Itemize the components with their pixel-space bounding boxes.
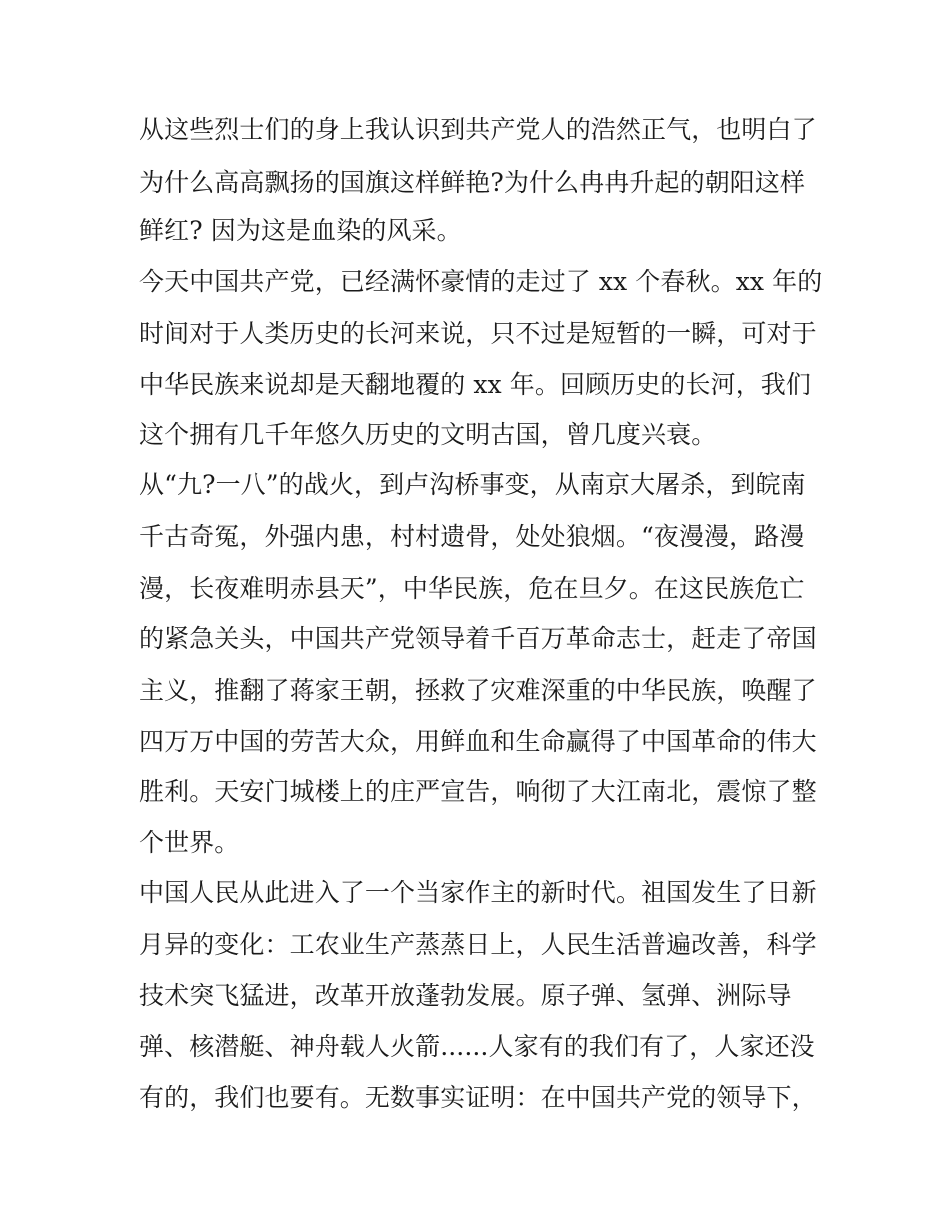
paragraph-1-line-3: 鲜红? 因为这是血染的风采。	[139, 216, 462, 245]
paragraph-3-line-3: 漫，长夜难明赤县天”，中华民族，危在旦夕。在这民族危亡	[139, 574, 805, 603]
paragraph-4-line-3: 技术突飞猛进，改革开放蓬勃发展。原子弹、氢弹、洲际导	[139, 981, 792, 1010]
paragraph-3-line-5: 主义，推翻了蒋家王朝，拯救了灾难深重的中华民族，唤醒了	[139, 676, 817, 705]
paragraph-1-line-1: 从这些烈士们的身上我认识到共产党人的浩然正气，也明白了	[139, 115, 817, 144]
paragraph-2-line-3: 中华民族来说却是天翻地覆的 xx 年。回顾历史的长河，我们	[139, 370, 811, 399]
paragraph-2-line-1: 今天中国共产党，已经满怀豪情的走过了 xx 个春秋。xx 年的	[139, 267, 823, 296]
paragraph-2-line-2: 时间对于人类历史的长河来说，只不过是短暂的一瞬，可对于	[139, 319, 817, 348]
paragraph-3-line-1: 从“九?一八”的战火，到卢沟桥事变，从南京大屠杀，到皖南	[139, 470, 806, 499]
paragraph-3-line-4: 的紧急关头，中国共产党领导着千百万革命志士，赶走了帝国	[139, 624, 817, 653]
paragraph-3-line-6: 四万万中国的劳苦大众，用鲜血和生命赢得了中国革命的伟大	[139, 727, 817, 756]
paragraph-4-line-5: 有的，我们也要有。无数事实证明：在中国共产党的领导下，	[139, 1083, 817, 1112]
paragraph-1-line-2: 为什么高高飘扬的国旗这样鲜艳?为什么冉冉升起的朝阳这样	[139, 168, 806, 197]
paragraph-3-line-8: 个世界。	[139, 828, 240, 857]
paragraph-3-line-2: 千古奇冤，外强内患，村村遗骨，处处狼烟。“夜漫漫，路漫	[139, 522, 805, 551]
paragraph-4-line-2: 月异的变化：工农业生产蒸蒸日上，人民生活普遍改善，科学	[139, 930, 817, 959]
paragraph-3-line-7: 胜利。天安门城楼上的庄严宣告，响彻了大江南北，震惊了整	[139, 777, 817, 806]
paragraph-2-line-4: 这个拥有几千年悠久历史的文明古国，曾几度兴衰。	[139, 420, 717, 449]
paragraph-4-line-1: 中国人民从此进入了一个当家作主的新时代。祖国发生了日新	[139, 878, 817, 907]
paragraph-4-line-4: 弹、核潜艇、神舟载人火箭......人家有的我们有了，人家还没	[139, 1032, 815, 1061]
